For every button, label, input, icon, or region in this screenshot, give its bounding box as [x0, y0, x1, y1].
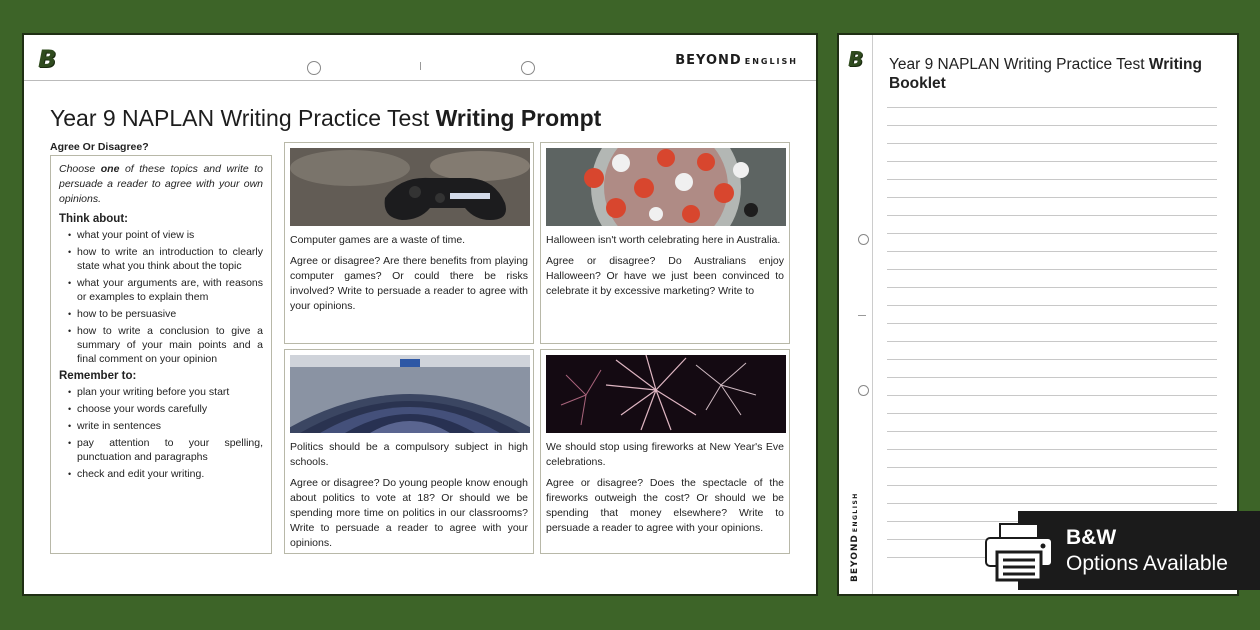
- think-about-list: [59, 228, 263, 366]
- topic-card-games: [284, 142, 534, 344]
- beyond-logo-icon: B: [848, 47, 864, 71]
- instructions-panel: [50, 155, 272, 554]
- punch-hole: [858, 385, 869, 396]
- punch-hole: [307, 61, 321, 75]
- options-available-label: Options Available: [1066, 552, 1228, 575]
- game-controller-image: [290, 148, 530, 226]
- parliament-chamber-image: [290, 355, 530, 433]
- ruled-line: [887, 467, 1217, 468]
- instructions-intro: Choose one of these topics and write to persuade a reader to agree with your own opinions.: [59, 163, 264, 205]
- fold-mark: [858, 315, 866, 316]
- topic-statement: Politics should be a compulsory subject in high schools.: [290, 441, 528, 468]
- list-item: • pay attention to your spelling, punctuation and paragraphs: [69, 436, 263, 464]
- ruled-line: [887, 215, 1217, 216]
- ruled-line: [887, 233, 1217, 234]
- ruled-line: [887, 359, 1217, 360]
- ruled-line: [887, 413, 1217, 414]
- ruled-line: [887, 179, 1217, 180]
- list-item: • check and edit your writing.: [69, 467, 263, 481]
- remember-list: [59, 385, 263, 481]
- sub-heading: Agree Or Disagree?: [50, 141, 149, 153]
- topic-card-politics: [284, 349, 534, 554]
- ruled-line: [887, 143, 1217, 144]
- ruled-line: [887, 323, 1217, 324]
- ruled-line: [887, 197, 1217, 198]
- list-item: • what your point of view is: [69, 228, 263, 242]
- topic-prompt: Agree or disagree? Do Australians enjoy Halloween? Or have we just been convinced to celebrate it by excessive marketing? Write to: [546, 255, 784, 297]
- ruled-line: [887, 341, 1217, 342]
- ruled-line: [887, 251, 1217, 252]
- topic-prompt: Agree or disagree? Are there benefits from playing computer games? Or could there be risks involved? Write to persuade a reader to agree with your opinions.: [290, 255, 528, 312]
- ruled-line: [887, 287, 1217, 288]
- topic-statement: Computer games are a waste of time.: [290, 234, 466, 246]
- ruled-line: [887, 269, 1217, 270]
- ruled-line: [887, 125, 1217, 126]
- think-about-heading: Think about:: [59, 213, 128, 225]
- ruled-line: [887, 305, 1217, 306]
- fold-mark: [420, 62, 421, 70]
- list-item: • how to write an introduction to clearly state what you think about the topic: [69, 245, 263, 273]
- topic-prompt: Agree or disagree? Do young people know enough about politics to vote at 18? Or should we be spending more time on politics in our classrooms? Write to persuade a reader to agree with your opinions.: [290, 477, 528, 549]
- ruled-line: [887, 449, 1217, 450]
- ruled-line: [887, 377, 1217, 378]
- list-item: • how to be persuasive: [69, 307, 263, 321]
- list-item: • how to write a conclusion to give a summary of your main points and a final comment on your opinion: [69, 324, 263, 366]
- brand-wordmark: BEYOND ENGLISH: [675, 53, 798, 68]
- printer-icon: [983, 522, 1055, 582]
- ruled-line: [887, 395, 1217, 396]
- ruled-line: [887, 431, 1217, 432]
- worksheet-page: [22, 33, 818, 596]
- bw-label: B&W: [1066, 526, 1117, 549]
- header-divider: [24, 80, 816, 81]
- ruled-line: [887, 485, 1217, 486]
- list-item: • plan your writing before you start: [69, 385, 263, 399]
- brand-wordmark-vertical: BEYONDENGLISH: [850, 492, 860, 582]
- topic-prompt: Agree or disagree? Does the spectacle of the fireworks outweigh the cost? Or should we be spending that money elsewhere? Write to persuade a reader to agree with your opinions.: [546, 477, 784, 534]
- list-item: • choose your words carefully: [69, 402, 263, 416]
- remember-heading: Remember to:: [59, 370, 137, 382]
- punch-hole: [521, 61, 535, 75]
- fireworks-image: [546, 355, 786, 433]
- beyond-logo-icon: B: [38, 45, 57, 73]
- topic-statement: Halloween isn't worth celebrating here in Australia.: [546, 234, 781, 246]
- topic-card-halloween: [540, 142, 790, 344]
- punch-hole: [858, 234, 869, 245]
- booklet-title: Year 9 NAPLAN Writing Practice Test Writing Booklet: [889, 56, 1202, 92]
- ruled-line: [887, 161, 1217, 162]
- topic-statement: We should stop using fireworks at New Year's Eve celebrations.: [546, 441, 784, 468]
- ruled-line: [887, 107, 1217, 108]
- list-item: • write in sentences: [69, 419, 263, 433]
- topic-card-fireworks: [540, 349, 790, 554]
- list-item: • what your arguments are, with reasons or examples to explain them: [69, 276, 263, 304]
- ruled-line: [887, 503, 1217, 504]
- halloween-lollipops-image: [546, 148, 786, 226]
- page-title: Year 9 NAPLAN Writing Practice Test Writing Prompt: [50, 105, 602, 131]
